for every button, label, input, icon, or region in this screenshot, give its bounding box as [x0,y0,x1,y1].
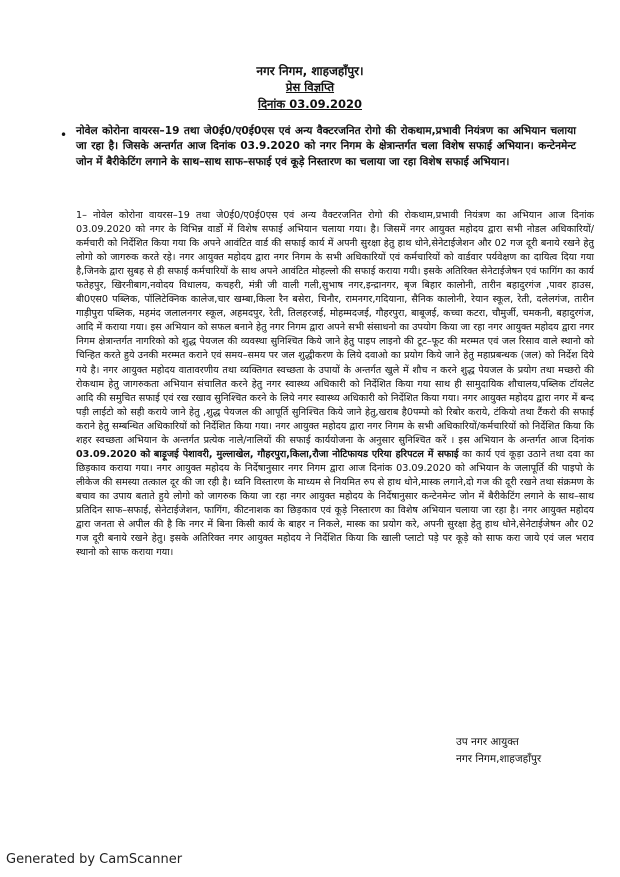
body-text-tail: का कार्य एवं कूड़ा उठाने तथा दवा का छिड़काव कराया गया। नगर आयुक्त महोदय के निर्देषानुसार नगर निगम द्वारा आज दिनांक 03.09.2020 को अभियान के जलापूर्ति की पाइपो के लीकेज की समस्या तत्काल दूर की जा रही है। ध्वनि विस्तारण के माध्यम से नियमित रुप से हाथ धोने,मास्क लगाने,दो गज की दूरी रखने तथा संक्रमण के बचाव का उपाय बताते हुये लोगो को जागरुक किया जा रहा नगर आयुक्त महोदय के निर्देषानुसार कन्टेनमेन्ट जोन में बैरीकेटिंग लगाने के साथ–साथ प्रतिदिन साफ–सफाई, सेनेटाईजेशन, फागिंग, कीटनाशक का छिड़काव एवं कूड़े निस्तारण का विशेष अभियान चलाया जा रहा है। नगर आयुक्त महोदय द्वारा जनता से अपील की है कि नगर में बिना किसी कार्य के बाहर न निकले, मास्क का प्रयोग करे, अपनी सुरक्षा हेतु हाथ धोने,सेनेटाईजेषन और 02 गज दूरी बनाये रखने हेतु। इसके अतिरिक्त नगर आयुक्त महोदय ने निर्देशित किया कि खाली प्लाटो पड़े पर कूड़े को साफ करा जाये एवं जल भराव स्थानो को साफ कराया गया। [76,448,594,559]
document-title: प्रेस विज्ञप्ति [285,80,335,94]
body-connector: को [140,448,151,460]
org-name: नगर निगम, शाहजहाँपुर। [256,64,364,78]
document-date: दिनांक 03.09.2020 [257,97,363,111]
signature-designation: उप नगर आयुक्त [456,736,519,748]
body-paragraph [76,209,594,560]
body-locations: बाड़ूजई पेशावरी, मुल्लाखेल, गौहरपुरा,किला,रौजा नोटिफायड एरिया हरिपटल में सफाई [153,448,459,460]
bullet-icon: • [60,128,68,142]
intro-paragraph: नोवेल कोरोना वायरस–19 तथा जे0ई0/ए0ई0एस एवं अन्य वैक्टरजनित रोगो की रोकथाम,प्रभावी नियंत्रण का अभियान चलाया जा रहा है। जिसके अन्तर्गत आज दिनांक 03.9.2020 को नगर निगम के क्षेत्रान्तर्गत चला विशेष सफाई अभियान। कन्टेनमेन्ट जोन में बैरीकेटिंग लगाने के साथ–साथ साफ–सफाई एवं कूड़े निस्तारण का चलाया जा रहा विशेष सफाई अभियान। [76,125,576,168]
scanner-footer: Generated by CamScanner [6,852,183,867]
body-date: 03.09.2020 [76,448,137,460]
body-text: 1– नोवेल कोरोना वायरस–19 तथा जे0ई0/ए0ई0एस एवं अन्य वैक्टरजनित रोगो की रोकथाम,प्रभावी नियंत्रण का अभियान आज दिनांक 03.09.2020 को नगर के विभिन्न वार्डो में विशेष सफाई अभियान चलाया गया। है। जिसमें नगर आयुक्त महोदय द्वारा सभी नोडल अधिकारियों/कर्मचारी को निर्देशित किया गया कि अपने आवंटित वार्ड की सफाई कार्य में अपनी सुरक्षा हेतु हाथ धोने,सेनेटाईजेशन और 02 गज दूरी बनाये रखने हेतु लोगो को जागरुक करते रहे। नगर आयुक्त महोदय द्वारा नगर निगम के सभी अधिकारियों एवं कर्मचारियों को वार्डवार पर्यवेक्षण का दायित्व दिया गया है,जिनके द्वारा सुबह से ही सफाई कर्मचारियों के साथ अपने आवंटित मोहल्लो की सफाई कराया गयी। इसके अतिरिक्त सेनेटाईजेषन एवं फागिंग का कार्य फतेहपुर, खिरनीबाग,नवोदय विधालय, कचहरी, मंत्री जी वाली गली,सुभाष नगर,इन्द्रानगर, बृज बिहार कालोनी, तारीन बहादुरगंज ,पावर हाउस, बी0एस0 पब्लिक, पॉलिटेक्निक कालेज,चार खम्बा,किला रैन बसेरा, चिनौर, रामनगर,गदियाना, सैनिक कालोनी, रेयान स्कूल, रेती, दलेलगंज, तारीन गाड़ीपुरा पब्लिक, महमंद जलालनगर स्कूल, अहमदपुर, रेती, तिलहरजई, मोहम्मदजई, गौहरपुरा, बाबूजई, कच्चा कटरा, चौमुर्जी, चमकनी, बहादुरगंज, आदि में कराया गया। इस अभियान को सफल बनाने हेतु नगर निगम द्वारा अपने सभी संसाधनो का उपयोग किया जा रहा नगर आयुक्त महोदय द्वारा नगर निगम क्षेत्रान्तर्गत नागरिको को शुद्ध पेयजल की व्यवस्था सुनिश्चित किये जाने हेतु पाइप लाइनो की टूट–फूट की मरम्मत एवं जल रिसाव वाले स्थानो को चिन्हित करते हुये उनकी मरम्मत कराने एवं समय–समय पर जल शुद्धीकरण के लिये दवाओ का प्रयोग किये जाने हेतु महाप्रबन्धक (जल) को निर्देश दिये गये है। नगर आयुक्त महोदय वातावरणीय तथा व्यक्तिगत स्वच्छता के उपायों के अन्तर्गत खुले में शौच न करने शुद्ध पेयजल के प्रयोग तथा मच्छरो की रोकथाम हेतु जागरुकता अभियान संचालित करने हेतु नगर स्वास्थ्य अधिकारी को निर्देशित किया गया साथ ही सामुदायिक शौचालय,पब्लिक टॉयलेट आदि की समुचित सफाई एवं रख रखाव सुनिश्चित करने के लिये नगर स्वास्थ्य अधिकारी को निर्देशित किया गया। नगर आयुक्त महोदय द्वारा नगर में बन्द पड़ी लाईटो को सही कराये जाने हेतु ,शुद्ध पेयजल की आपूर्ति सुनिश्चित किये जाने हेतु,खराब है0पम्पो को रिबोर कराये, टंकियो तथा टैंकरो की सफाई कराने हेतु सम्बन्धित अधिकारियों को निर्देशित किया गया। नगर आयुक्त महोदय द्वारा नगर निगम के सभी अधिकारियों/कर्मचारियों को निर्देशित किया कि शहर स्वच्छता अभियान के अन्तर्गत प्रत्येक नाले/नालियों की सफाई कार्ययोजना के अनुसार सुनिश्चित करें । इस अभियान के अन्तर्गत आज दिनांक [76,210,594,446]
signature-office: नगर निगम,शाहजहाँपुर [456,753,542,765]
